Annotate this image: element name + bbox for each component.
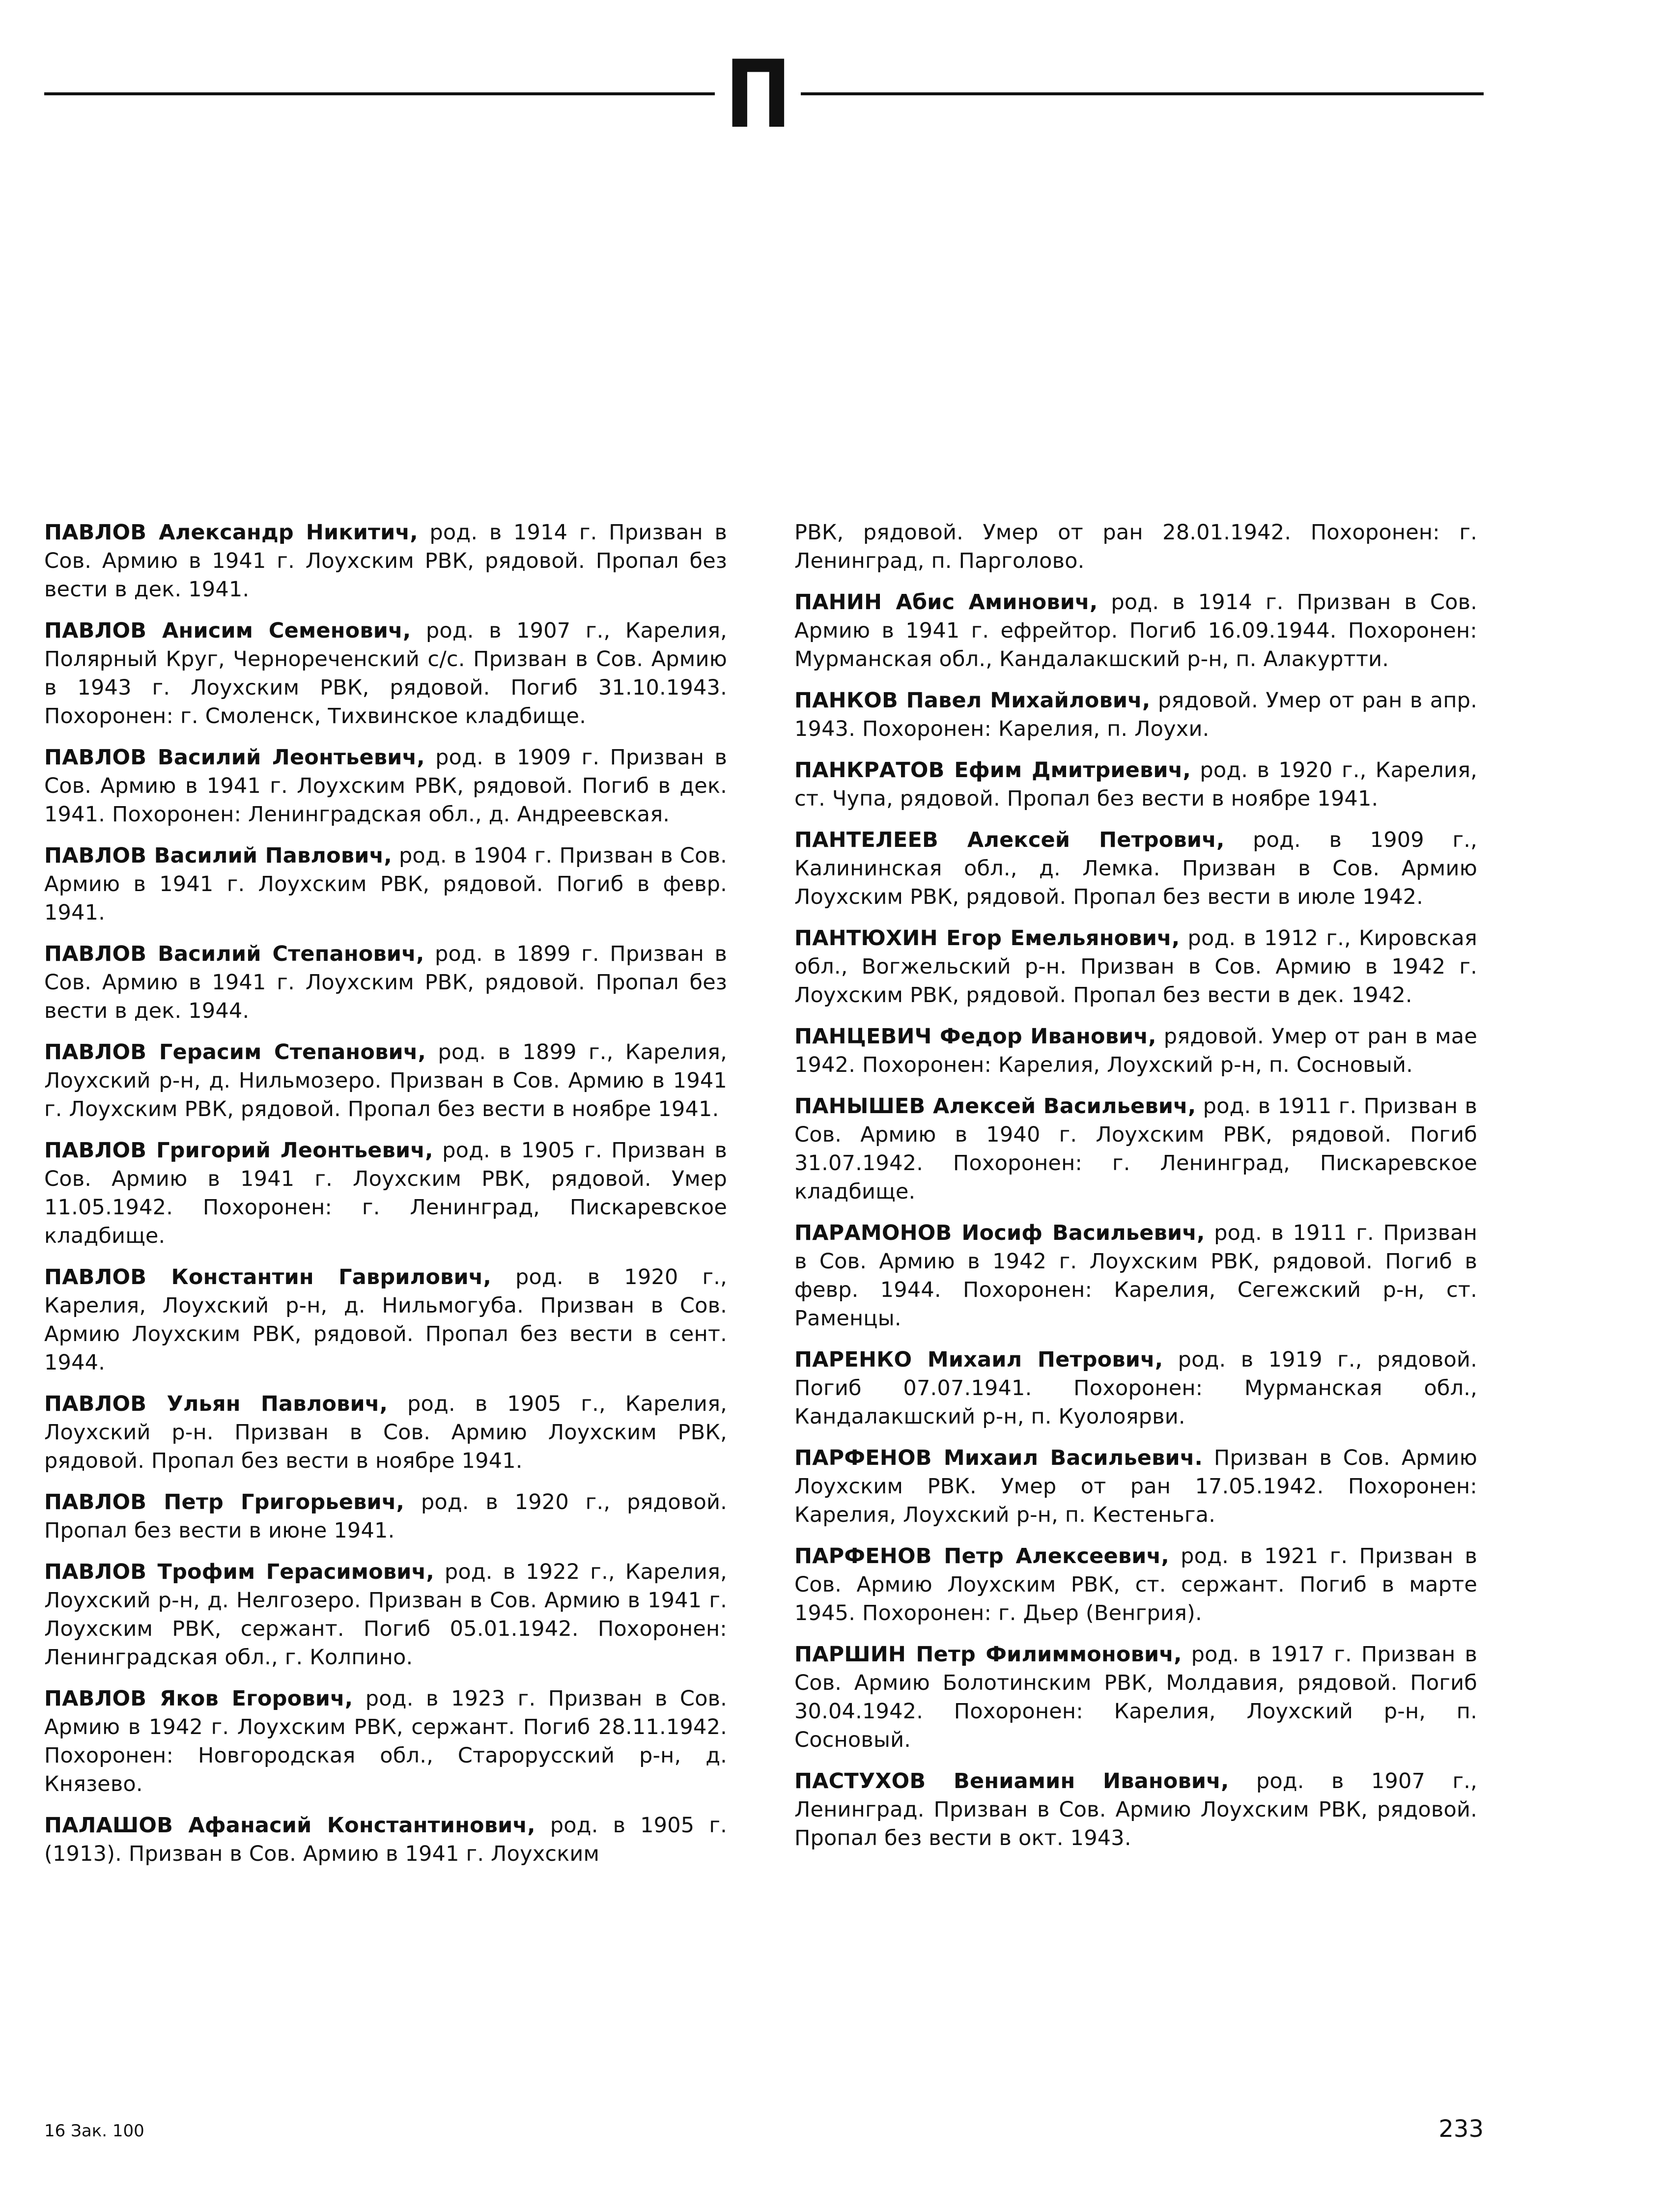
entry (44, 841, 727, 927)
print-signature: 16 Зак. 100 (44, 2121, 144, 2141)
page-number: 233 (1438, 2115, 1484, 2143)
entry-text: род. в 1909 г., Калининская обл., д. Лемка. Призван в Сов. Армию Лоухским РВК, рядовой. Пропал без вести в июле 1942. (794, 828, 1477, 909)
entry-text: род. в 1922 г., Карелия, Лоухский р-н, д. Нелгозеро. Призван в Сов. Армию в 1941 г. Лоухским РВК, сержант. Погиб 05.01.1942. Похоронен: Ленинградская обл., г. Колпино. (44, 1560, 727, 1670)
entry-name: ПАРЕНКО Михаил Петрович, (794, 1347, 1163, 1372)
entry (794, 1345, 1477, 1431)
entry-name: ПАРФЕНОВ Михаил Васильевич. (794, 1446, 1203, 1470)
entry-name: ПАРАМОНОВ Иосиф Васильевич, (794, 1221, 1205, 1245)
entry-name: ПАНЦЕВИЧ Федор Иванович, (794, 1024, 1156, 1049)
entry (44, 616, 727, 730)
entry-name: ПАЛАШОВ Афанасий Константинович, (44, 1813, 535, 1838)
entry-name: ПАВЛОВ Василий Леонтьевич, (44, 745, 425, 770)
entry (794, 1092, 1477, 1206)
entry-name: ПАВЛОВ Герасим Степанович, (44, 1040, 426, 1064)
entry (44, 1684, 727, 1798)
entry-name: ПАВЛОВ Петр Григорьевич, (44, 1490, 405, 1514)
entry-text: род. в 1905 г. (1913). Призван в Сов. Армию в 1941 г. Лоухским (44, 1813, 727, 1866)
entry-text: род. в 1920 г., Карелия, Лоухский р-н, д. Нильмогуба. Призван в Сов. Армию Лоухским РВК, рядовой. Пропал без вести в сент. 1944. (44, 1265, 727, 1375)
entry-name: ПАРШИН Петр Филиммонович, (794, 1642, 1182, 1667)
entry-text: род. в 1905 г. Призван в Сов. Армию в 1941 г. Лоухским РВК, рядовой. Умер 11.05.1942. Похоронен: г. Ленинград, Пискаревское кладбище. (44, 1138, 727, 1248)
entry-text: Призван в Сов. Армию Лоухским РВК. Умер от ран 17.05.1942. Похоронен: Карелия, Лоухский р-н, п. Кестеньга. (794, 1446, 1477, 1527)
entry (794, 826, 1477, 911)
entry-text: род. в 1907 г., Карелия, Полярный Круг, Чернореченский с/с. Призван в Сов. Армию в 1943 г. Лоухским РВК, рядовой. Погиб 31.10.1943. Похоронен: г. Смоленск, Тихвинское кладбище. (44, 618, 728, 728)
entry-name: ПАВЛОВ Ульян Павлович, (44, 1392, 388, 1416)
right-column (794, 518, 1477, 1865)
entry-text: род. в 1904 г. Призван в Сов. Армию в 1941 г. Лоухским РВК, рядовой. Погиб в февр. 1941. (44, 843, 727, 925)
entry-name: ПАВЛОВ Григорий Леонтьевич, (44, 1138, 433, 1163)
entry (794, 588, 1477, 673)
section-letter: П (725, 40, 791, 149)
entry-text: род. в 1921 г. Призван в Сов. Армию Лоухским РВК, ст. сержант. Погиб в марте 1945. Похоронен: г. Дьер (Венгрия). (794, 1544, 1477, 1625)
entry-text: род. в 1905 г., Карелия, Лоухский р-н. Призван в Сов. Армию Лоухским РВК, рядовой. Пропал без вести в ноябре 1941. (44, 1392, 727, 1473)
entry-name: ПАНКРАТОВ Ефим Дмитриевич, (794, 758, 1191, 783)
entry-text: рядовой. Умер от ран в апр. 1943. Похоронен: Карелия, п. Лоухи. (794, 688, 1477, 741)
entry (794, 1767, 1477, 1852)
entry-name: ПАВЛОВ Василий Степанович, (44, 942, 424, 966)
entry (794, 756, 1477, 813)
entry-name: ПАНТЮХИН Егор Емельянович, (794, 926, 1180, 951)
entry (44, 1811, 727, 1868)
entry (794, 924, 1477, 1009)
entry-text: род. в 1919 г., рядовой. Погиб 07.07.1941. Похоронен: Мурманская обл., Кандалакшский р-н, п. Куолоярви. (794, 1347, 1477, 1429)
entry-name: ПАВЛОВ Василий Павлович, (44, 843, 392, 868)
left-column (44, 518, 727, 1881)
entry-name: ПАВЛОВ Константин Гаврилович, (44, 1265, 492, 1289)
entry-text: род. в 1920 г., рядовой. Пропал без вести в июне 1941. (44, 1490, 728, 1543)
entry-text: рядовой. Умер от ран в мае 1942. Похоронен: Карелия, Лоухский р-н, п. Сосновый. (794, 1024, 1477, 1077)
entry-text: род. в 1911 г. Призван в Сов. Армию в 1940 г. Лоухским РВК, рядовой. Погиб 31.07.1942. Похоронен: г. Ленинград, Пискаревское кладбище. (794, 1094, 1477, 1204)
entry-text: род. в 1917 г. Призван в Сов. Армию Болотинским РВК, Молдавия, рядовой. Погиб 30.04.1942. Похоронен: Карелия, Лоухский р-н, п. Сосновый. (794, 1642, 1477, 1752)
entry-text: род. в 1923 г. Призван в Сов. Армию в 1942 г. Лоухским РВК, сержант. Погиб 28.11.1942. Похоронен: Новгородская обл., Старорусский р-н, д. Князево. (44, 1686, 727, 1796)
entry (794, 1444, 1477, 1529)
entry-name: ПАВЛОВ Яков Егорович, (44, 1686, 353, 1711)
entry (44, 1038, 727, 1123)
header-rule-right (801, 92, 1484, 95)
entry (44, 743, 727, 829)
entry-name: ПАВЛОВ Александр Никитич, (44, 520, 418, 545)
entry-text: род. в 1907 г., Ленинград. Призван в Сов. Армию Лоухским РВК, рядовой. Пропал без вести в окт. 1943. (794, 1769, 1477, 1850)
entry (44, 1488, 727, 1545)
entry (794, 1219, 1477, 1333)
entry-name: ПАВЛОВ Анисим Семенович, (44, 618, 411, 643)
entry (44, 1390, 727, 1475)
entry-continuation: РВК, рядовой. Умер от ран 28.01.1942. Похоронен: г. Ленинград, п. Парголово. (794, 520, 1477, 573)
entry (44, 1263, 727, 1377)
entry (44, 518, 727, 604)
entry (794, 1640, 1477, 1754)
entry (794, 686, 1477, 743)
entry-text: род. в 1899 г. Призван в Сов. Армию в 1941 г. Лоухским РВК, рядовой. Пропал без вести в дек. 1944. (44, 942, 727, 1023)
entry-name: ПАНКОВ Павел Михайлович, (794, 688, 1151, 713)
entry-text: род. в 1912 г., Кировская обл., Вогжельский р-н. Призван в Сов. Армию в 1942 г. Лоухским РВК, рядовой. Пропал без вести в дек. 1942. (794, 926, 1477, 1008)
entry (44, 940, 727, 1025)
entry-name: ПАСТУХОВ Вениамин Иванович, (794, 1769, 1229, 1793)
entry-text: род. в 1914 г. Призван в Сов. Армию в 1941 г. Лоухским РВК, рядовой. Пропал без вести в дек. 1941. (44, 520, 727, 602)
entry (44, 1136, 727, 1250)
entry (794, 1022, 1477, 1079)
entry (44, 1558, 727, 1672)
entry-name: ПАНТЕЛЕЕВ Алексей Петрович, (794, 828, 1225, 852)
header-rule-left (44, 92, 715, 95)
entry-text: род. в 1899 г., Карелия, Лоухский р-н, д. Нильмозеро. Призван в Сов. Армию в 1941 г. Лоухским РВК, рядовой. Пропал без вести в ноябре 1941. (44, 1040, 727, 1121)
entry-text: род. в 1911 г. Призван в Сов. Армию в 1942 г. Лоухским РВК, рядовой. Погиб в февр. 1944. Похоронен: Карелия, Сегежский р-н, ст. Раменцы. (794, 1221, 1478, 1331)
entry-text: род. в 1914 г. Призван в Сов. Армию в 1941 г. ефрейтор. Погиб 16.09.1944. Похоронен: Мурманская обл., Кандалакшский р-н, п. Алакуртти. (794, 590, 1477, 672)
entry (794, 1542, 1477, 1627)
entry-name: ПАВЛОВ Трофим Герасимович, (44, 1560, 434, 1584)
entry-name: ПАНЫШЕВ Алексей Васильевич, (794, 1094, 1196, 1119)
entry-text: род. в 1909 г. Призван в Сов. Армию в 1941 г. Лоухским РВК, рядовой. Погиб в дек. 1941. Похоронен: Ленинградская обл., д. Андреевская. (44, 745, 727, 827)
entry-name: ПАРФЕНОВ Петр Алексеевич, (794, 1544, 1169, 1568)
entry-text: род. в 1920 г., Карелия, ст. Чупа, рядовой. Пропал без вести в ноябре 1941. (794, 758, 1477, 811)
entry-name: ПАНИН Абис Аминович, (794, 590, 1098, 615)
